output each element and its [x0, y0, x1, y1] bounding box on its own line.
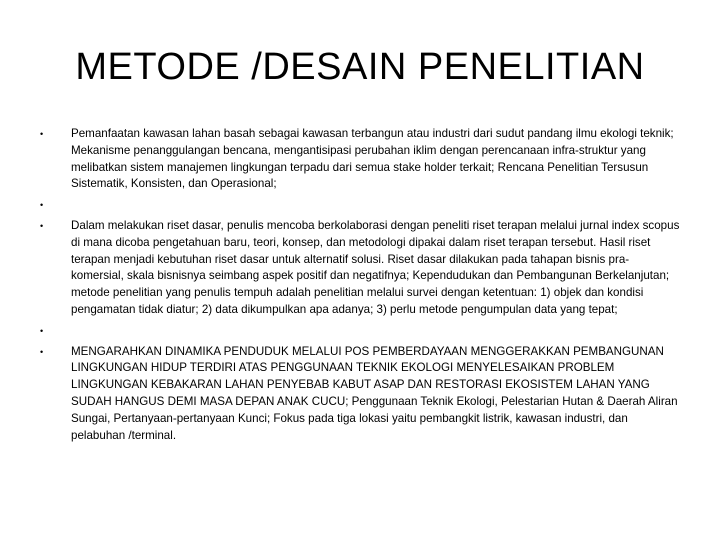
- bullet-item-5: [40, 344, 680, 445]
- bullet-dot-icon: •: [40, 129, 44, 139]
- bullet-item-2-empty: [40, 197, 680, 214]
- bullet-text: Pemanfaatan kawasan lahan basah sebagai kawasan terbangun atau industri dari sudut pandang ilmu ekologi teknik; Mekanisme penanggulangan bencana, mengantisipasi perubahan iklim dengan perencanaan infra-struktur yang melibatkan sistem manajemen lingkungan terpadu dari semua stake holder terkait; Rencana Penelitian Tersusun Sistematik, Konsisten, dan Operasional;: [71, 127, 674, 191]
- bullet-dot-icon: •: [40, 200, 44, 211]
- bullet-item-4-empty: [40, 323, 680, 340]
- bullet-list: [40, 126, 680, 444]
- slide-title: METODE /DESAIN PENELITIAN: [75, 46, 645, 88]
- bullet-dot-icon: •: [40, 325, 44, 336]
- bullet-item-1: [40, 126, 680, 193]
- bullet-text: Dalam melakukan riset dasar, penulis mencoba berkolaborasi dengan peneliti riset terapan melalui jurnal index scopus di mana dicoba pengetahuan baru, teori, konsep, dan metodologi dipakai dalam riset terapan tersebut. Hasil riset terapan menjadi kebutuhan riset dasar untuk alternatif solusi. Riset dasar dilakukan pada tahapan bisnis pra-komersial, skala bisnisnya seimbang aspek positif dan negatifnya; Kependudukan dan Pembangunan Berkelanjutan; metode penelitian yang penulis tempuh adalah penelitian melalui survei dengan ketentuan: 1) objek dan kondisi pengamatan tidak diatur; 2) data dikumpulkan apa adanya; 3) perlu metode pengumpulan data yang tepat;: [71, 218, 680, 316]
- bullet-item-3: [40, 218, 680, 319]
- bullet-dot-icon: •: [40, 346, 44, 357]
- bullet-text: MENGARAHKAN DINAMIKA PENDUDUK MELALUI POS PEMBERDAYAAN MENGGERAKKAN PEMBANGUNAN LINGKUNGAN HIDUP TERDIRI ATAS PENGGUNAAN TEKNIK EKOLOGI MENYELESAIKAN PROBLEM LINGKUNGAN KEBAKARAN LAHAN PENYEBAB KABUT ASAP DAN RESTORASI EKOSISTEM LAHAN YANG SUDAH HANGUS DEMI MASA DEPAN ANAK CUCU; Penggunaan Teknik Ekologi, Pelestarian Hutan & Daerah Aliran Sungai, Pertanyaan-pertanyaan Kunci; Fokus pada tiga lokasi yaitu pembangkit listrik, kawasan industri, dan pelabuhan /terminal.: [71, 344, 678, 442]
- bullet-dot-icon: •: [40, 220, 44, 231]
